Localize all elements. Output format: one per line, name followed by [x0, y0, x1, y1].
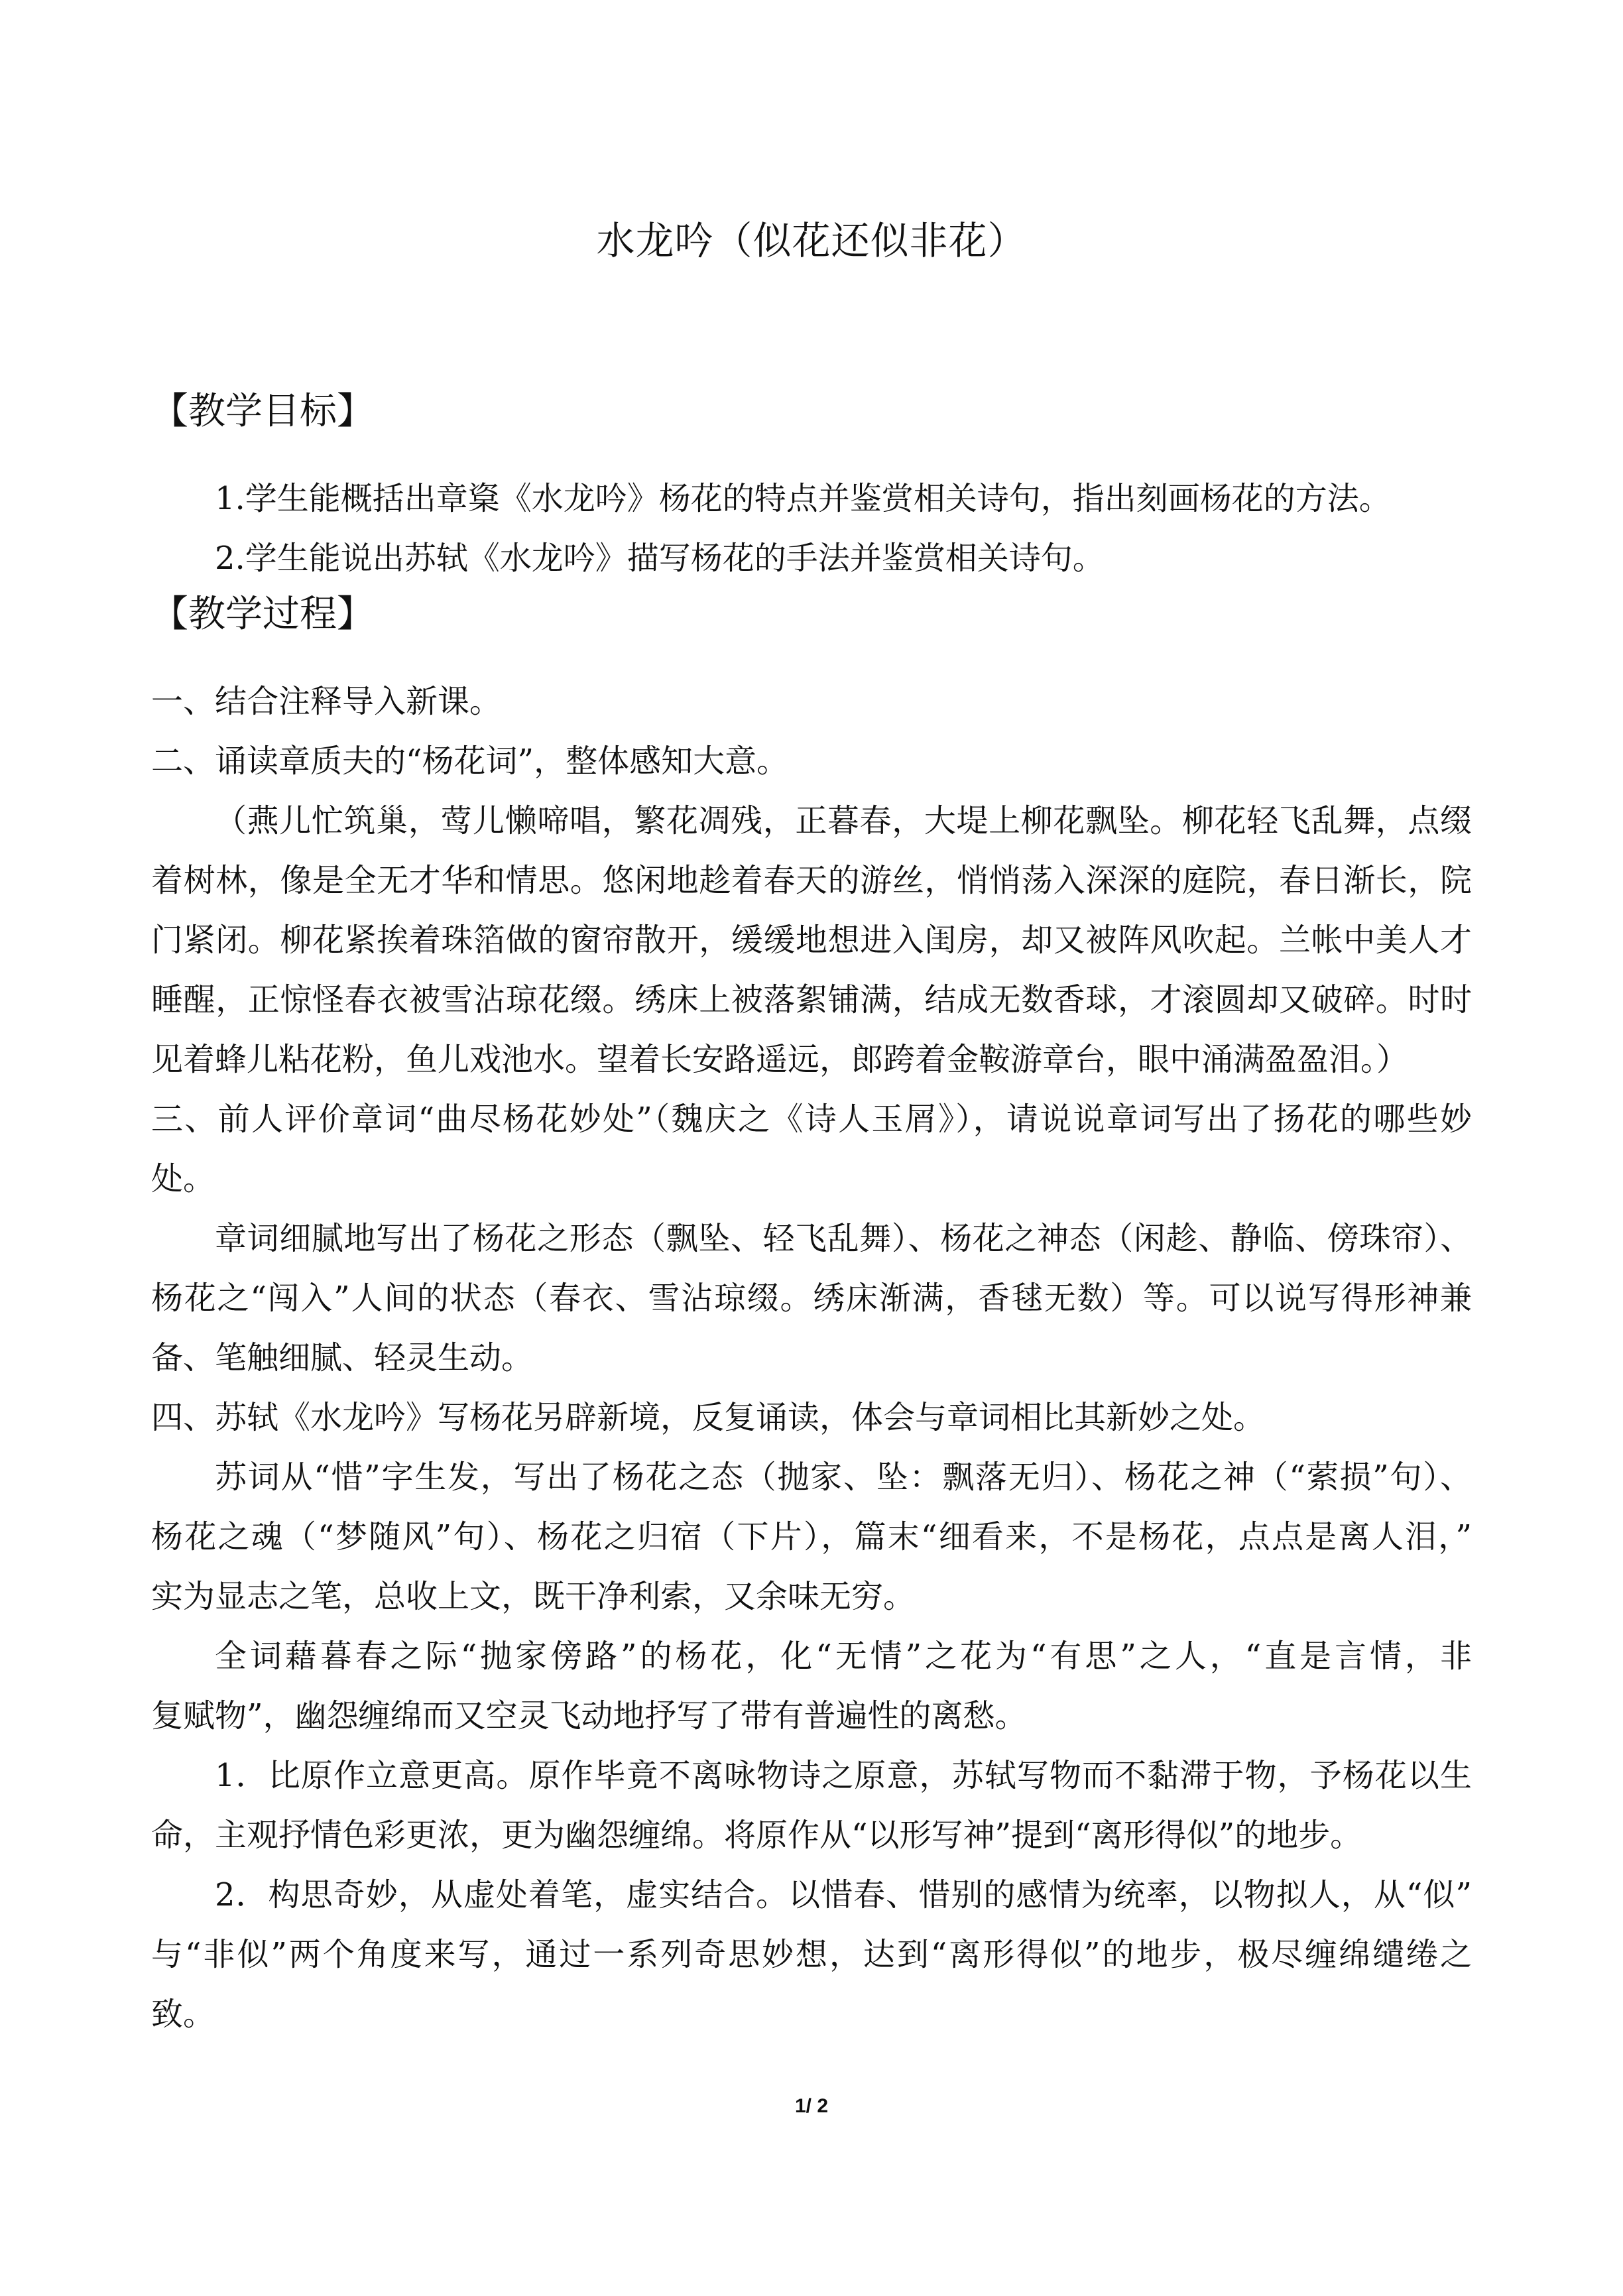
whole-line-1: 全词藉暮春之际“抛家傍路”的杨花，化“无情”之花为“有思”之人，“直是言情，非 [215, 1638, 1472, 1675]
section-heading-process: 【教学过程】 [151, 593, 374, 636]
su-line-3: 实为显志之笔，总收上文，既干净利索，又余味无穷。 [151, 1578, 916, 1615]
process-line-2: 二、诵读章质夫的“杨花词”，整体感知大意。 [151, 743, 789, 780]
objective-item-2: 2.学生能说出苏轼《水龙吟》描写杨花的手法并鉴赏相关诗句。 [215, 540, 1105, 577]
section-heading-objectives: 【教学目标】 [151, 390, 374, 433]
su-line-1: 苏词从“惜”字生发，写出了杨花之态（抛家、坠：飘落无归）、杨花之神（“萦损”句）、 [215, 1459, 1472, 1496]
point2-line-3: 致。 [151, 1996, 215, 2033]
process-line-1: 一、结合注释导入新课。 [151, 683, 502, 720]
process-line-3a: 三、前人评价章词“曲尽杨花妙处”（魏庆之《诗人玉屑》），请说说章词写出了扬花的哪些妙 [151, 1101, 1472, 1138]
paraphrase-line-2: 着树林，像是全无才华和情思。悠闲地趁着春天的游丝，悄悄荡入深深的庭院，春日渐长，院 [151, 862, 1472, 899]
page-title: 水龙吟（似花还似非花） [596, 218, 1027, 263]
paraphrase-line-4: 睡醒，正惊怪春衣被雪沾琼花缀。绣床上被落絮铺满，结成无数香球，才滚圆却又破碎。时时 [151, 981, 1472, 1018]
paraphrase-line-1: （燕儿忙筑巢，莺儿懒啼唱，繁花凋残，正暮春，大堤上柳花飘坠。柳花轻飞乱舞，点缀 [215, 802, 1472, 839]
paraphrase-line-5: 见着蜂儿粘花粉，鱼儿戏池水。望着长安路遥远，郎跨着金鞍游章台，眼中涌满盈盈泪。） [151, 1041, 1409, 1078]
su-line-2: 杨花之魂（“梦随风”句）、杨花之归宿（下片），篇末“细看来，不是杨花，点点是离人泪，” [151, 1518, 1472, 1555]
whole-line-2: 复赋物”，幽怨缠绵而又空灵飞动地抒写了带有普遍性的离愁。 [151, 1697, 1027, 1734]
process-line-3b: 处。 [151, 1160, 215, 1197]
point1-line-1: 1．比原作立意更高。原作毕竟不离咏物诗之原意，苏轼写物而不黏滞于物，予杨花以生 [215, 1757, 1472, 1794]
objective-item-1: 1.学生能概括出章楶《水龙吟》杨花的特点并鉴赏相关诗句，指出刻画杨花的方法。 [215, 480, 1391, 517]
paraphrase-line-3: 门紧闭。柳花紧挨着珠箔做的窗帘散开，缓缓地想进入闺房，却又被阵风吹起。兰帐中美人才 [151, 922, 1472, 959]
point1-line-2: 命，主观抒情色彩更浓，更为幽怨缠绵。将原作从“以形写神”提到“离形得似”的地步。 [151, 1817, 1362, 1854]
analysis-line-2: 杨花之“闯入”人间的状态（春衣、雪沾琼缀。绣床渐满，香毬无数）等。可以说写得形神兼 [151, 1280, 1472, 1317]
point2-line-1: 2．构思奇妙，从虚处着笔，虚实结合。以惜春、惜别的感情为统率，以物拟人，从“似” [215, 1876, 1472, 1913]
analysis-line-3: 备、笔触细腻、轻灵生动。 [151, 1339, 534, 1376]
point2-line-2: 与“非似”两个角度来写，通过一系列奇思妙想，达到“离形得似”的地步，极尽缠绵缱绻之 [151, 1936, 1472, 1973]
process-line-4: 四、苏轼《水龙吟》写杨花另辟新境，反复诵读，体会与章词相比其新妙之处。 [151, 1399, 1266, 1436]
analysis-line-1: 章词细腻地写出了杨花之形态（飘坠、轻飞乱舞）、杨花之神态（闲趁、静临、傍珠帘）、 [215, 1220, 1472, 1257]
page-number: 1/ 2 [794, 2095, 829, 2117]
